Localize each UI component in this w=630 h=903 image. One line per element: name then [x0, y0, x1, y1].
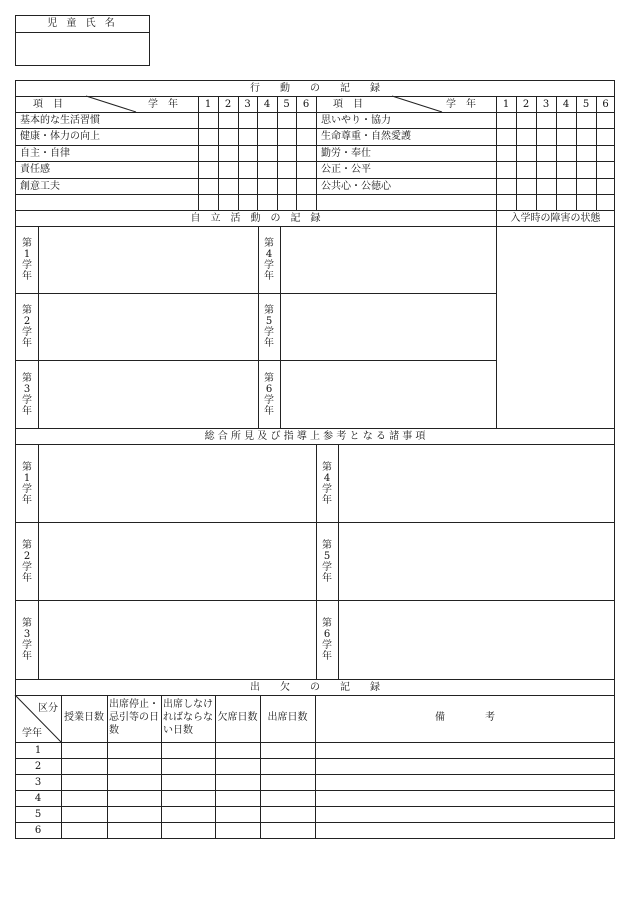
left-item-1: 基本的な生活習慣: [20, 115, 100, 126]
left-grade-2: 2: [224, 99, 232, 110]
left-grade-1: 1: [204, 99, 212, 110]
attendance-row-5: 5: [34, 809, 42, 820]
disability-title: 入学時の障害の状態: [510, 213, 601, 224]
right-grade-3: 3: [542, 99, 550, 110]
col-suspension-days: 出席停止・忌引等の日数: [109, 699, 159, 736]
right-grade-1: 1: [502, 99, 510, 110]
gen-year-label-2: 第2学年: [22, 540, 32, 584]
attendance-row-1: 1: [34, 745, 42, 756]
left-item-3: 自主・自律: [20, 148, 70, 159]
ind-year-label-2: 第2学年: [22, 305, 32, 349]
gen-year-label-6: 第6学年: [322, 618, 332, 662]
col-remarks: 備 考: [435, 712, 495, 723]
right-item-5: 公共心・公徳心: [321, 181, 391, 192]
right-grade-header: 学 年: [446, 99, 476, 110]
left-grade-header: 学 年: [148, 99, 178, 110]
gen-year-label-5: 第5学年: [322, 540, 332, 584]
col-attendance-days: 出席日数: [267, 712, 308, 723]
behavior-title: 行 動 の 記 録: [250, 83, 380, 94]
corner-grade-label: 学年: [22, 728, 42, 739]
student-name-label: 児 童 氏 名: [47, 18, 118, 29]
right-grade-2: 2: [522, 99, 530, 110]
ind-year-label-1: 第1学年: [22, 238, 32, 282]
right-item-2: 生命尊重・自然愛護: [321, 131, 411, 142]
gen-year-label-1: 第1学年: [22, 462, 32, 506]
ind-year-label-5: 第5学年: [264, 305, 274, 349]
right-grade-6: 6: [602, 99, 609, 110]
attendance-row-2: 2: [34, 761, 42, 772]
right-grade-4: 4: [562, 99, 570, 110]
right-item-3: 勤労・奉仕: [321, 148, 371, 159]
ind-year-label-3: 第3学年: [22, 373, 32, 417]
col-absence-days: 欠席日数: [217, 712, 258, 723]
independence-title: 自 立 活 動 の 記 録: [190, 213, 321, 224]
attendance-row-3: 3: [34, 777, 42, 788]
ind-year-label-6: 第6学年: [264, 373, 274, 417]
left-grade-4: 4: [263, 99, 271, 110]
gen-year-label-4: 第4学年: [322, 462, 332, 506]
left-item-header: 項 目: [33, 99, 63, 110]
attendance-row-4: 4: [34, 793, 42, 804]
right-item-4: 公正・公平: [321, 164, 371, 175]
col-class-days: 授業日数: [64, 712, 104, 723]
left-grade-6: 6: [302, 99, 310, 110]
col-required-days: 出席しなければならない日数: [163, 699, 213, 736]
left-item-5: 創意工夫: [20, 181, 60, 192]
left-item-4: 責任感: [20, 164, 50, 175]
corner-category-label: 区分: [38, 703, 58, 714]
right-grade-5: 5: [582, 99, 590, 110]
left-grade-3: 3: [244, 99, 251, 110]
right-item-1: 思いやり・協力: [321, 115, 391, 126]
left-item-2: 健康・体力の向上: [20, 131, 100, 142]
general-title: 総 合 所 見 及 び 指 導 上 参 考 と な る 諸 事 項: [204, 431, 426, 442]
left-grade-5: 5: [283, 99, 290, 110]
attendance-title: 出 欠 の 記 録: [250, 682, 380, 693]
ind-year-label-4: 第4学年: [264, 238, 274, 282]
attendance-row-6: 6: [34, 825, 42, 836]
gen-year-label-3: 第3学年: [22, 618, 32, 662]
right-item-header: 項 目: [333, 99, 363, 110]
